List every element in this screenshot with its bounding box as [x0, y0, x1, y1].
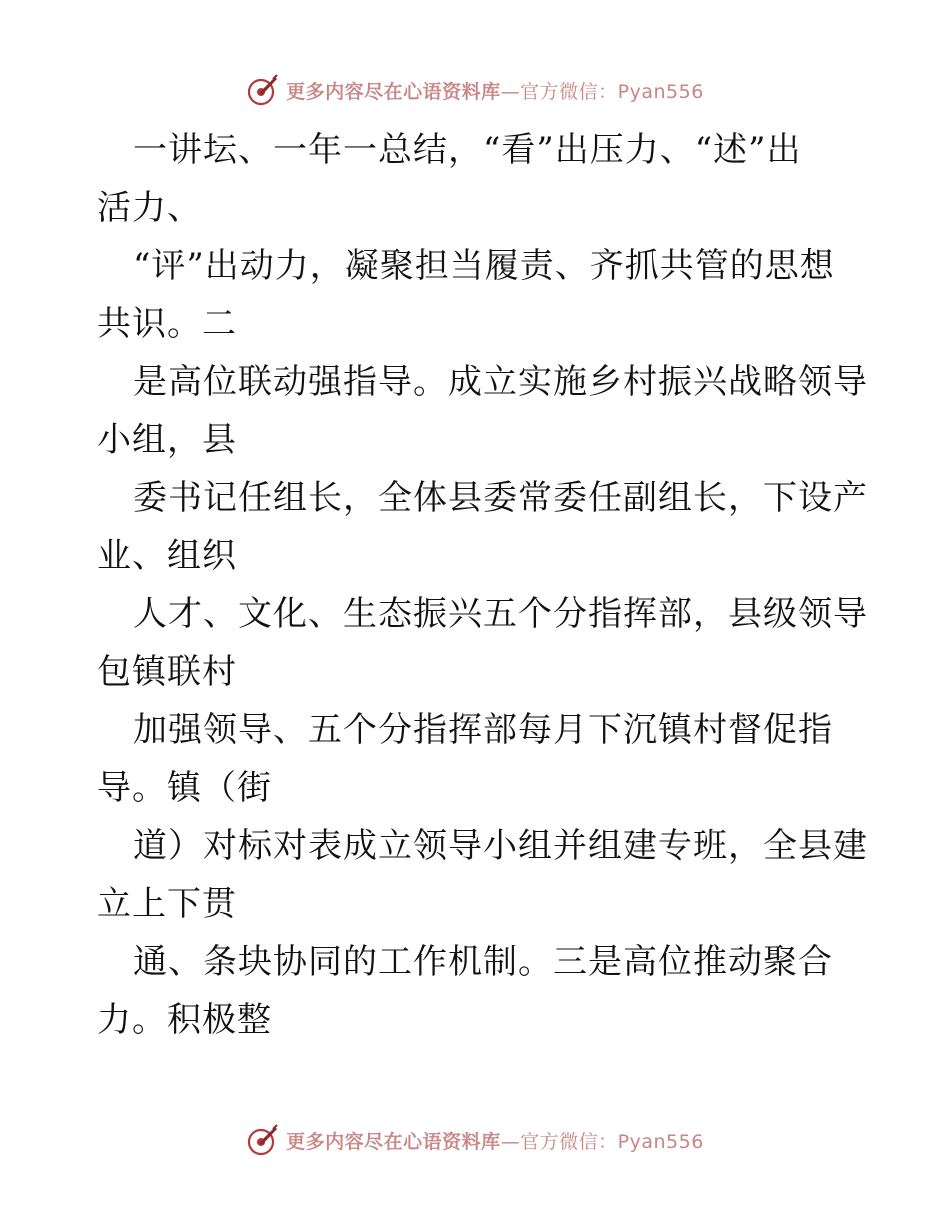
header-brand: 更多内容尽在心语资料库 — [286, 80, 501, 103]
footer-separator: — — [500, 1130, 521, 1153]
body-line: 加强领导、五个分指挥部每月下沉镇村督促指 — [133, 710, 833, 750]
body-line: 力。积极整 — [97, 1000, 272, 1040]
header-separator: — — [500, 80, 521, 103]
body-line: 共识。二 — [97, 304, 237, 344]
header-watermark — [0, 70, 950, 110]
body-line: 是高位联动强指导。成立实施乡村振兴战略领导 — [133, 362, 868, 402]
body-line: “评”出动力，凝聚担当履责、齐抓共管的思想 — [133, 246, 835, 286]
footer-brand: 更多内容尽在心语资料库 — [286, 1130, 501, 1153]
body-line: 人才、文化、生态振兴五个分指挥部，县级领导 — [133, 594, 868, 634]
body-line: 道）对标对表成立领导小组并组建专班，全县建 — [133, 826, 868, 866]
body-line: 通、条块协同的工作机制。三是高位推动聚合 — [133, 942, 833, 982]
body-line: 活力、 — [97, 188, 202, 228]
body-line: 导。镇（街 — [97, 768, 272, 808]
header-contact: 官方微信：Pyan556 — [520, 80, 704, 103]
body-line: 委书记任组长，全体县委常委任副组长，下设产 — [133, 478, 868, 518]
quill-logo-icon — [246, 1123, 280, 1157]
header-watermark-text — [286, 77, 704, 104]
body-line: 小组，县 — [97, 420, 237, 460]
body-line: 业、组织 — [97, 536, 237, 576]
body-line: 包镇联村 — [97, 652, 237, 692]
body-line: 一讲坛、一年一总结，“看”出压力、“述”出 — [133, 130, 802, 170]
body-line: 立上下贯 — [97, 884, 237, 924]
quill-logo-icon — [246, 73, 280, 107]
footer-contact: 官方微信：Pyan556 — [520, 1130, 704, 1153]
footer-watermark-text — [286, 1127, 704, 1154]
footer-watermark — [0, 1120, 950, 1160]
